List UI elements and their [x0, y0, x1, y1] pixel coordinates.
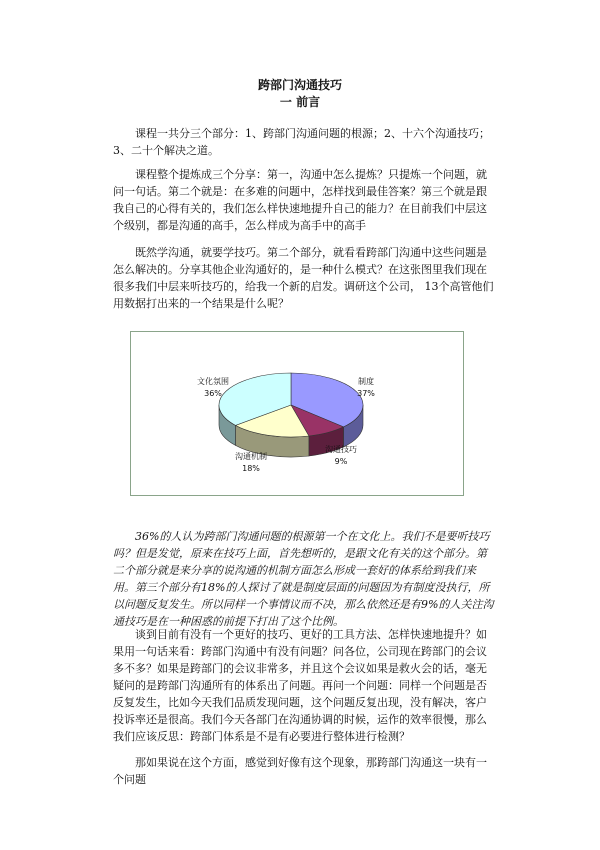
pie-label: 制度: [358, 377, 374, 386]
paragraph: 谈到目前有没有一个更好的技巧、更好的工具方法、怎样快速地提升？如果用一句话来看：跨部门沟通中有没有问题？问各位，公司现在跨部门的会议多不多？如果是跨部门的会议非常多，并且这个会议如果是救火会的话，毫无疑问的是跨部门沟通所有的体系出了问题。再问一个问题：同样一个问题是否反复发生，比如今天我们品质发现问题，这个问题反复出现，没有解决，客户投诉率还是很高。我们今天各部门在沟通协调的时候，运作的效率很慢，那么我们应该反思：跨部门体系是不是有必要进行整体进行检测？: [113, 628, 487, 743]
page-title: 跨部门沟通技巧: [257, 78, 342, 92]
paragraph-share: [113, 166, 495, 234]
pie-label: 沟通技巧: [325, 445, 357, 454]
pie-value-label: 18%: [242, 464, 260, 473]
paragraph-closing: [113, 754, 495, 788]
pie-label: 沟通机制: [235, 452, 267, 461]
pie-chart: [131, 332, 463, 495]
paragraph-analysis: [113, 528, 495, 630]
section-heading: 一 前言: [279, 95, 321, 109]
pie-value-label: 9%: [334, 457, 348, 466]
paragraph: 36%的人认为跨部门沟通问题的根源第一个在文化上。我们不是要听技巧吗？但是发觉，原来在技巧上面，首先想听的，是跟文化有关的这个部分。第二个部分就是来分享的说沟通的机制方面怎么形成一套好的体系给到我们来用。第三个部分有18%的人探讨了就是制度层面的问题因为有制度没执行，所以问题反复发生。所以同样一个事情议而不决，那么依然还是有9%的人关注沟通技巧是在一种困惑的前提下打出了这个比例。: [113, 530, 494, 628]
paragraph: 课程一共分三个部分：1、跨部门沟通问题的根源；2、十六个沟通技巧；3、二十个解决之道。: [113, 127, 490, 157]
paragraph: 既然学沟通，就要学技巧。第二个部分，就看看跨部门沟通中这些问题是怎么解决的。分享其他企业沟通好的，是一种什么模式？在这张图里我们现在很多我们中层来听技巧的，给我一个新的启发。调研这个公司， 13个高管他们用数据打出来的一个结果是什么呢？: [113, 246, 494, 310]
paragraph-discussion: [113, 626, 495, 745]
paragraph: 那如果说在这个方面，感觉到好像有这个现象，那跨部门沟通这一块有一个问题: [113, 756, 487, 786]
pie-value-label: 36%: [204, 389, 222, 398]
pie-label: 文化氛围: [197, 377, 229, 386]
paragraph-intro: [113, 125, 495, 159]
paragraph: 课程整个提炼成三个分享：第一，沟通中怎么提炼？只提炼一个问题，就问一句话。第二个就是：在多难的问题中，怎样找到最佳答案？第三个就是跟我自己的心得有关的，我们怎么样快速地提升自己的能力？在目前我们中层这个级别，都是沟通的高手，怎么样成为高手中的高手: [113, 168, 487, 232]
pie-value-label: 37%: [357, 389, 375, 398]
paragraph-skills: [113, 244, 495, 312]
pie-chart-frame: [130, 331, 464, 496]
